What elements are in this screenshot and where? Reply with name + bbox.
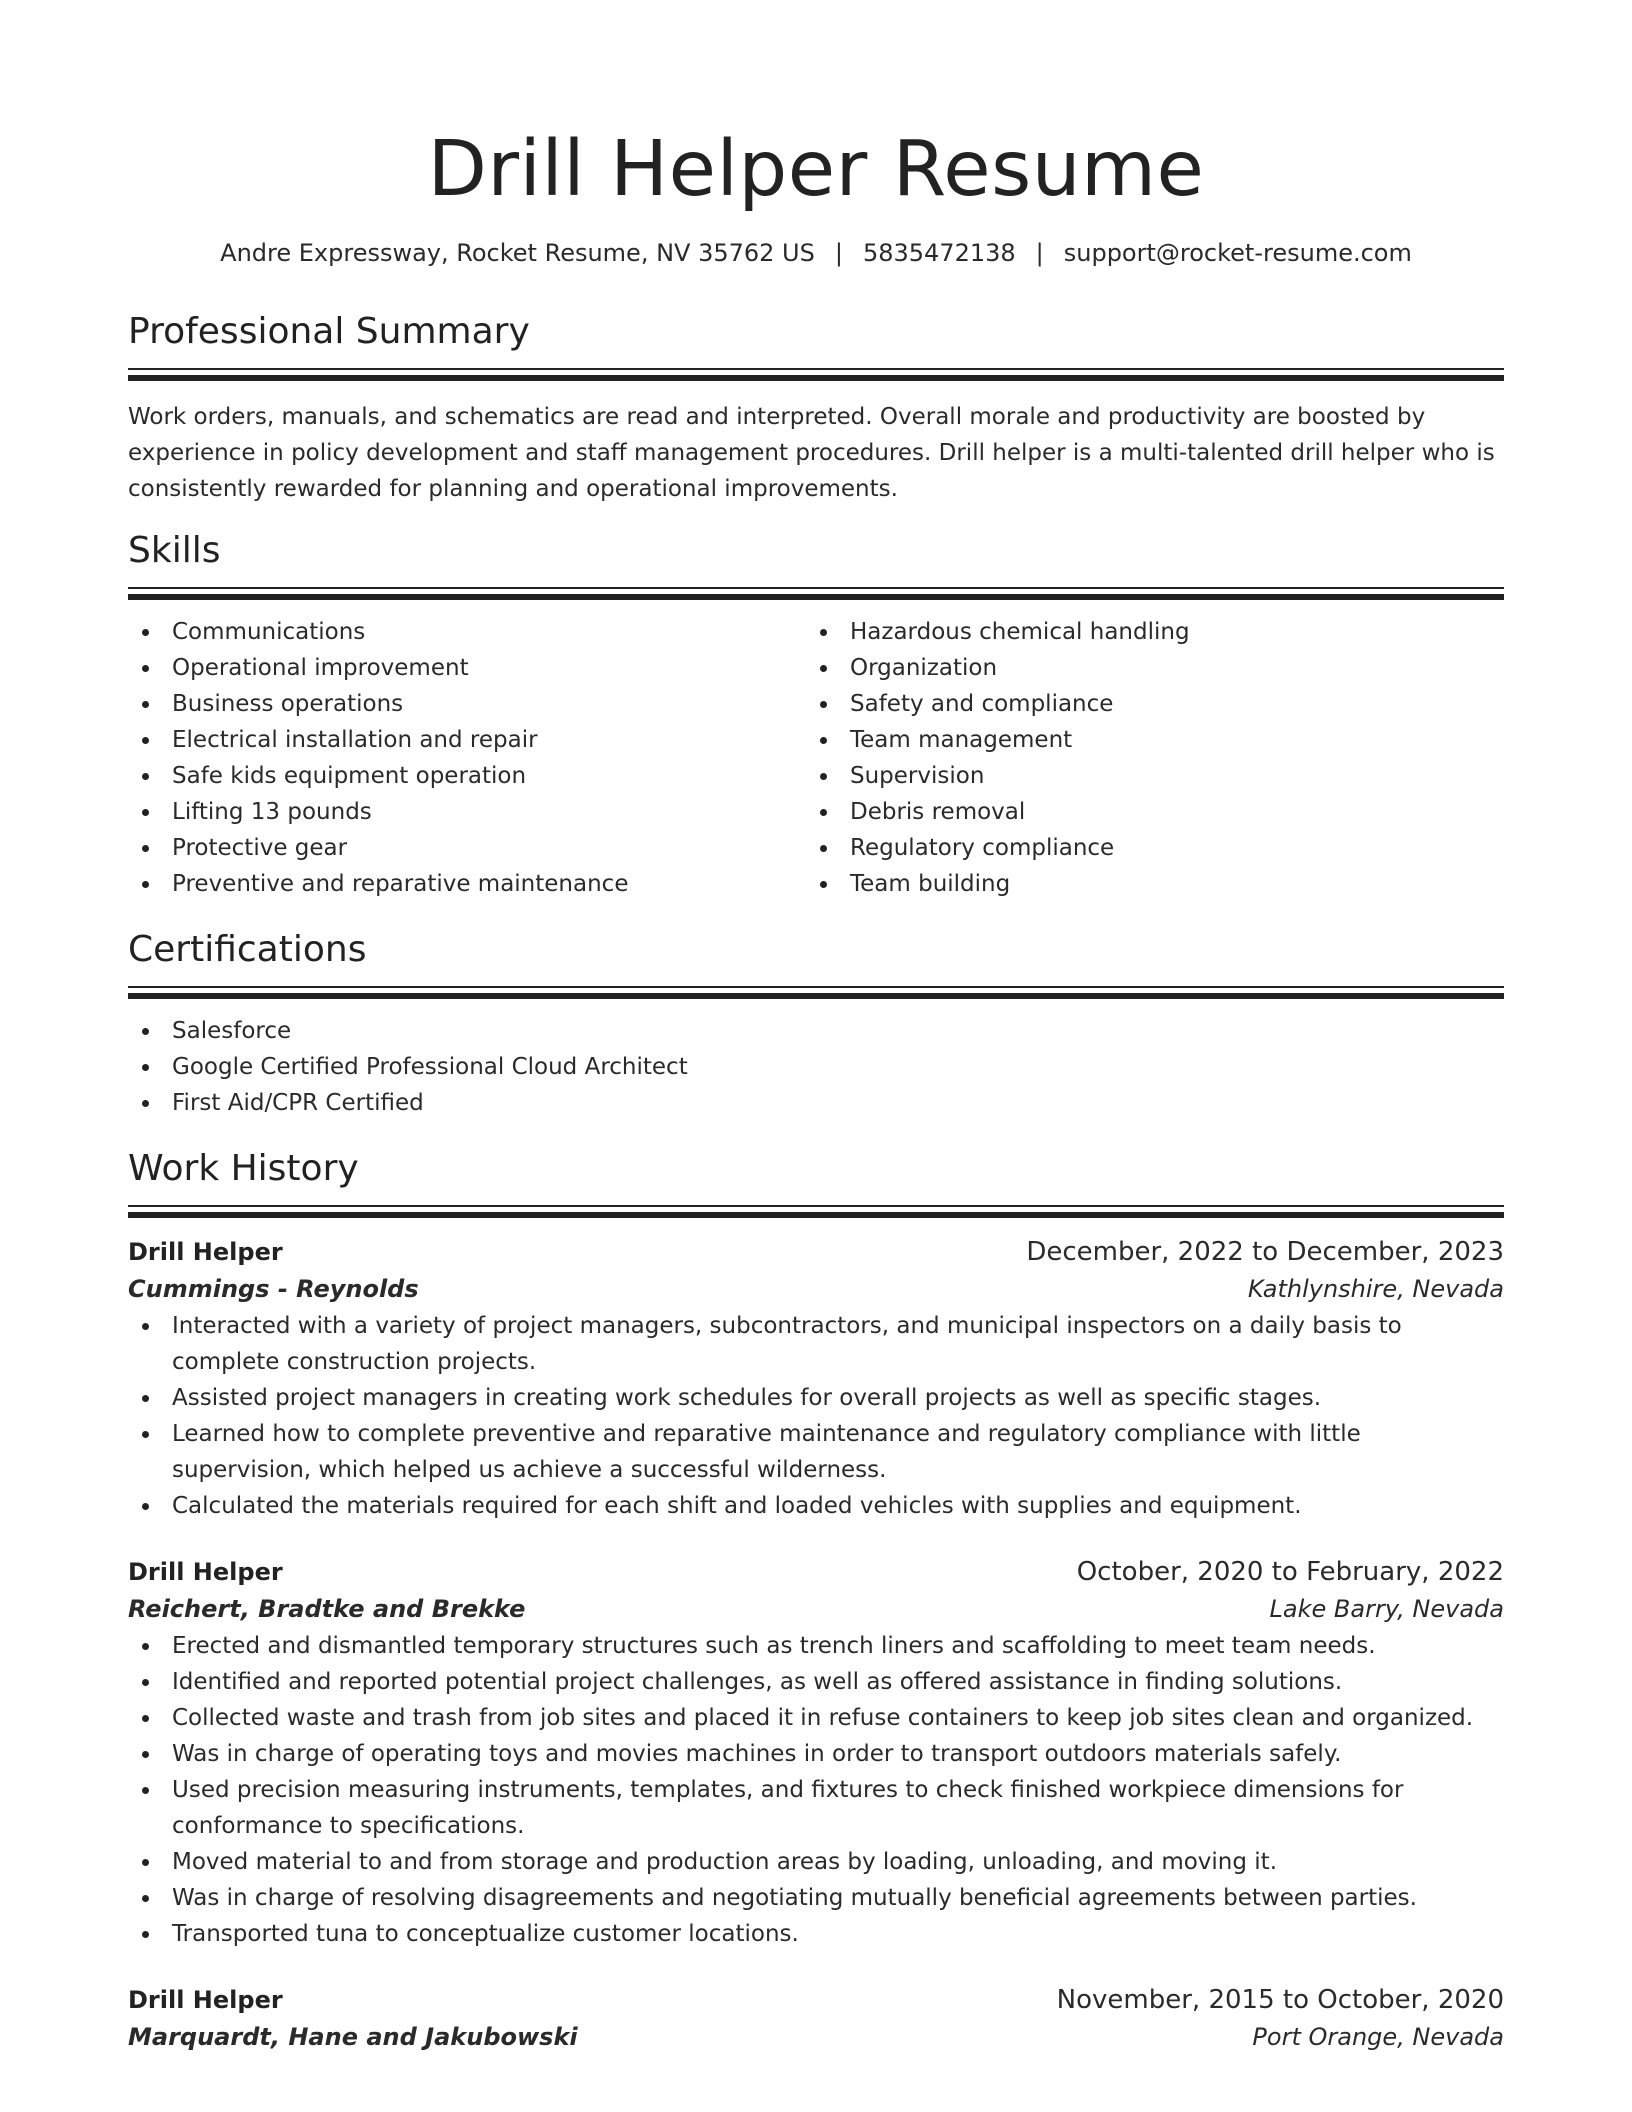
job-title: Drill Helper — [128, 1986, 283, 2014]
skill-item: Protective gear — [128, 830, 806, 866]
job-duty-item: Interacted with a variety of project managers, subcontractors, and municipal inspectors on a daily basis to complete construction projects. — [128, 1308, 1504, 1380]
resume-page — [128, 0, 1504, 2056]
job-company: Reichert, Bradtke and Brekke — [128, 1595, 526, 1623]
section-divider-thick — [128, 993, 1504, 999]
job-duty-item: Transported tuna to conceptualize customer locations. — [128, 1916, 1504, 1952]
certifications-heading: Certifications — [128, 929, 367, 970]
job-company: Cummings - Reynolds — [128, 1275, 419, 1303]
section-divider — [128, 986, 1504, 988]
skills-column-left — [128, 614, 806, 902]
skill-item: Safety and compliance — [806, 686, 1484, 722]
job-header-row — [128, 1982, 1504, 2018]
contact-separator: | — [1035, 239, 1044, 267]
skill-item: Team building — [806, 866, 1484, 902]
job-duty-item: Calculated the materials required for each shift and loaded vehicles with supplies and equipment. — [128, 1488, 1504, 1524]
job-duty-item: Used precision measuring instruments, templates, and fixtures to check finished workpiece dimensions for conformance to specifications. — [128, 1772, 1504, 1844]
job-dates: December, 2022 to December, 2023 — [1026, 1237, 1504, 1267]
job-subheader-row — [128, 1590, 1504, 1628]
skills-column-right — [806, 614, 1484, 902]
contact-line — [128, 238, 1504, 268]
contact-separator: | — [834, 239, 843, 267]
skill-item: Supervision — [806, 758, 1484, 794]
job-entry — [128, 1982, 1504, 2056]
job-title: Drill Helper — [128, 1238, 283, 1266]
job-location: Kathlynshire, Nevada — [1247, 1275, 1504, 1303]
job-duties-list — [128, 1308, 1504, 1524]
job-duty-item: Was in charge of resolving disagreements and negotiating mutually beneficial agreements between parties. — [128, 1880, 1504, 1916]
work-history-section — [128, 1147, 1504, 2056]
section-divider — [128, 368, 1504, 370]
skill-item: Communications — [128, 614, 806, 650]
job-title: Drill Helper — [128, 1558, 283, 1586]
job-duties-list — [128, 1628, 1504, 1952]
skills-grid — [128, 614, 1504, 902]
certification-item: Google Certified Professional Cloud Architect — [128, 1049, 1504, 1085]
certifications-list — [128, 1013, 1504, 1121]
section-divider — [128, 587, 1504, 589]
job-duty-item: Moved material to and from storage and production areas by loading, unloading, and moving it. — [128, 1844, 1504, 1880]
skill-item: Organization — [806, 650, 1484, 686]
job-header-row — [128, 1554, 1504, 1590]
job-subheader-row — [128, 1270, 1504, 1308]
job-duty-item: Identified and reported potential project challenges, as well as offered assistance in finding solutions. — [128, 1664, 1504, 1700]
work-history-heading: Work History — [128, 1148, 359, 1189]
skill-item: Team management — [806, 722, 1484, 758]
job-dates: November, 2015 to October, 2020 — [1056, 1985, 1504, 2015]
skill-item: Operational improvement — [128, 650, 806, 686]
contact-address: Andre Expressway, Rocket Resume, NV 35762 US — [220, 239, 815, 267]
job-entry — [128, 1554, 1504, 1952]
skill-item: Debris removal — [806, 794, 1484, 830]
skill-item: Regulatory compliance — [806, 830, 1484, 866]
job-header-row — [128, 1234, 1504, 1270]
job-subheader-row — [128, 2018, 1504, 2056]
skill-item: Preventive and reparative maintenance — [128, 866, 806, 902]
job-duty-item: Was in charge of operating toys and movies machines in order to transport outdoors materials safely. — [128, 1736, 1504, 1772]
skills-heading: Skills — [128, 530, 221, 571]
job-duty-item: Collected waste and trash from job sites and placed it in refuse containers to keep job sites clean and organized. — [128, 1700, 1504, 1736]
job-dates: October, 2020 to February, 2022 — [1076, 1557, 1504, 1587]
skill-item: Hazardous chemical handling — [806, 614, 1484, 650]
skill-item: Electrical installation and repair — [128, 722, 806, 758]
job-location: Lake Barry, Nevada — [1269, 1595, 1504, 1623]
certification-item: First Aid/CPR Certified — [128, 1085, 1504, 1121]
skill-item: Business operations — [128, 686, 806, 722]
job-entry — [128, 1234, 1504, 1524]
section-divider-thick — [128, 594, 1504, 600]
resume-title: Drill Helper Resume — [427, 125, 1205, 214]
skills-list-right — [806, 614, 1484, 902]
section-divider-thick — [128, 1212, 1504, 1218]
summary-heading: Professional Summary — [128, 311, 530, 352]
contact-phone: 5835472138 — [862, 239, 1016, 267]
summary-text: Work orders, manuals, and schematics are read and interpreted. Overall morale and productivity are boosted by experience in policy development and staff management procedures. Drill helper is a multi-talented drill helper who is consistently rewarded for planning and operational improvements. — [128, 404, 1495, 502]
job-duty-item: Learned how to complete preventive and reparative maintenance and regulatory compliance with little supervision, which helped us achieve a successful wilderness. — [128, 1416, 1504, 1488]
contact-email: support@rocket-resume.com — [1063, 239, 1412, 267]
job-duty-item: Erected and dismantled temporary structures such as trench liners and scaffolding to meet team needs. — [128, 1628, 1504, 1664]
skill-item: Lifting 13 pounds — [128, 794, 806, 830]
job-location: Port Orange, Nevada — [1252, 2023, 1504, 2051]
job-company: Marquardt, Hane and Jakubowski — [128, 2023, 578, 2051]
skills-list-left — [128, 614, 806, 902]
job-duty-item: Assisted project managers in creating work schedules for overall projects as well as specific stages. — [128, 1380, 1504, 1416]
skills-section — [128, 529, 1504, 902]
summary-section — [128, 310, 1504, 507]
section-divider — [128, 1205, 1504, 1207]
skill-item: Safe kids equipment operation — [128, 758, 806, 794]
certification-item: Salesforce — [128, 1013, 1504, 1049]
certifications-section — [128, 928, 1504, 1121]
section-divider-thick — [128, 375, 1504, 381]
